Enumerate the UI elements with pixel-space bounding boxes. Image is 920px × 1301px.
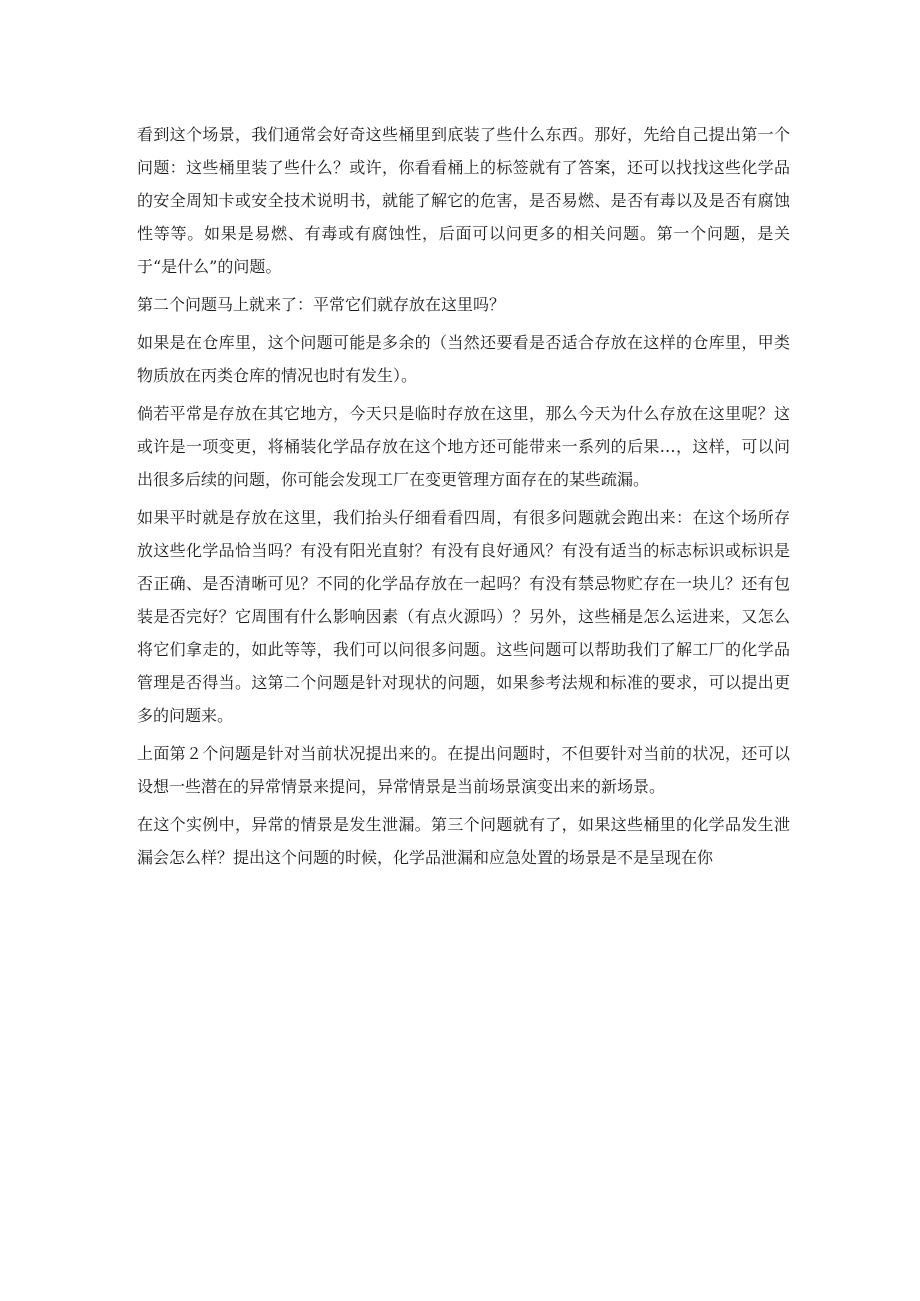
paragraph-1: 看到这个场景，我们通常会好奇这些桶里到底装了些什么东西。那好，先给自己提出第一个问题：这些桶里装了些什么？或许，你看看桶上的标签就有了答案，还可以找找这些化学品的安全周知卡或安全技术说明书，就能了解它的危害，是否易燃、是否有毒以及是否有腐蚀性等等。如果是易燃、有毒或有腐蚀性，后面可以问更多的相关问题。第一个问题，是关于“是什么”的问题。 bbox=[137, 125, 790, 276]
paragraph-7: 在这个实例中，异常的情景是发生泄漏。第三个问题就有了，如果这些桶里的化学品发生泄漏会怎么样？提出这个问题的时候，化学品泄漏和应急处置的场景是不是呈现在你 bbox=[137, 815, 790, 867]
paragraph-3: 如果是在仓库里，这个问题可能是多余的（当然还要看是否适合存放在这样的仓库里，甲类物质放在丙类仓库的情况也时有发生）。 bbox=[137, 333, 790, 385]
body-text bbox=[137, 118, 790, 879]
paragraph-2: 第二个问题马上就来了：平常它们就存放在这里吗？ bbox=[137, 295, 506, 314]
paragraph-5: 如果平时就是存放在这里，我们抬头仔细看看四周，有很多问题就会跑出来：在这个场所存放这些化学品恰当吗？有没有阳光直射？有没有良好通风？有没有适当的标志标识或标识是否正确、是否清晰可见？不同的化学品存放在一起吗？有没有禁忌物贮存在一块儿？还有包装是否完好？它周围有什么影响因素（有点火源吗）？另外，这些桶是怎么运进来，又怎么将它们拿走的，如此等等，我们可以问很多问题。这些问题可以帮助我们了解工厂的化学品管理是否得当。这第二个问题是针对现状的问题，如果参考法规和标准的要求，可以提出更多的问题来。 bbox=[137, 508, 790, 725]
paragraph-6: 上面第２个问题是针对当前状况提出来的。在提出问题时，不但要针对当前的状况，还可以设想一些潜在的异常情景来提问，异常情景是当前场景演变出来的新场景。 bbox=[137, 744, 790, 796]
paragraph-4: 倘若平常是存放在其它地方，今天只是临时存放在这里，那么今天为什么存放在这里呢？这或许是一项变更，将桶装化学品存放在这个地方还可能带来一系列的后果…，这样，可以问出很多后续的问题，你可能会发现工厂在变更管理方面存在的某些疏漏。 bbox=[137, 404, 790, 489]
